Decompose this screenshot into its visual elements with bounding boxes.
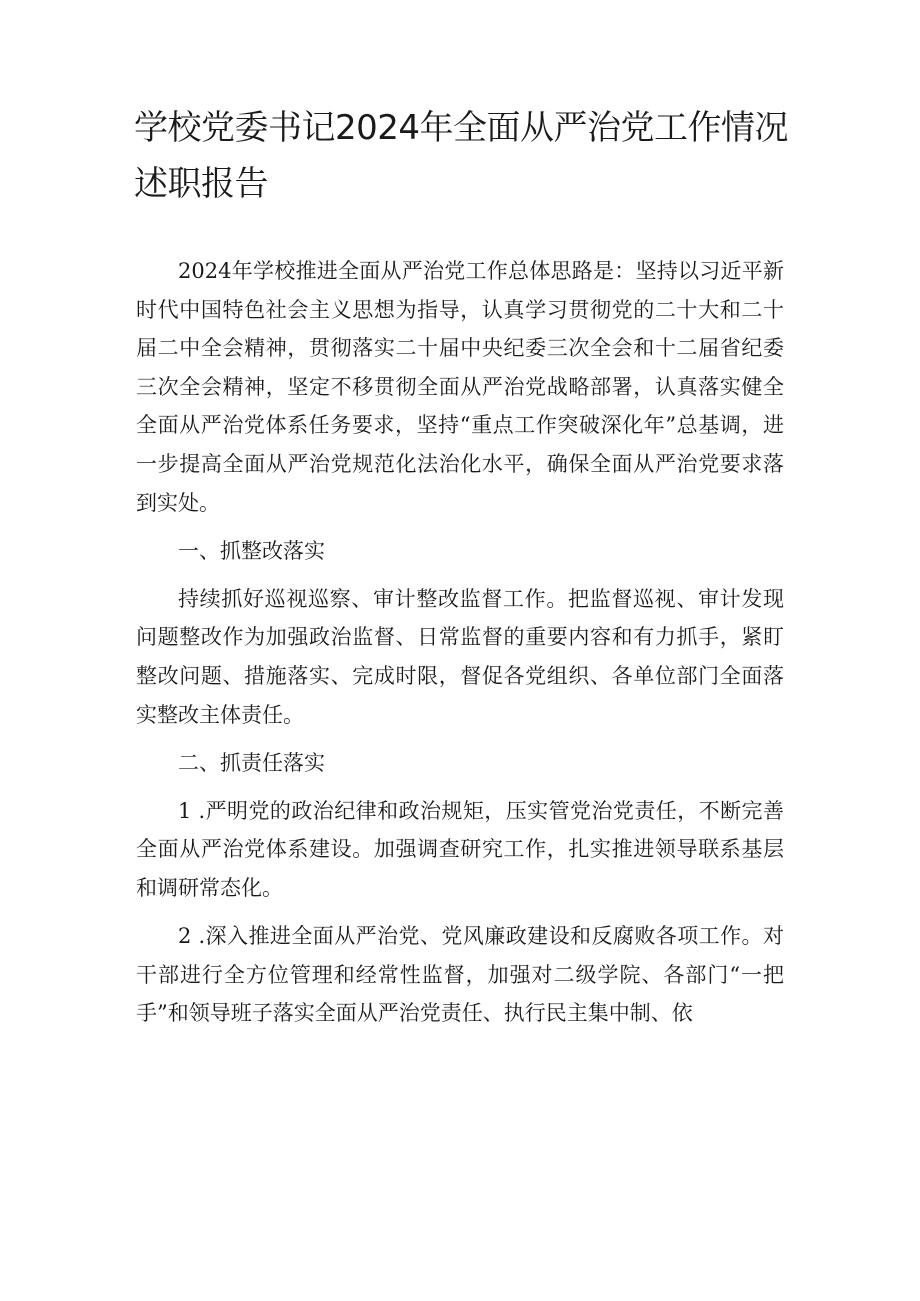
document-body [136,252,784,1042]
intro-paragraph: 2024年学校推进全面从严治党工作总体思路是：坚持以习近平新时代中国特色社会主义思想为指导，认真学习贯彻党的二十大和二十届二中全会精神，贯彻落实二十届中央纪委三次全会和十二届省纪委三次全会精神，坚定不移贯彻全面从严治党战略部署，认真落实健全全面从严治党体系任务要求，坚持“重点工作突破深化年”总基调，进一步提高全面从严治党规范化法治化水平，确保全面从严治党要求落到实处。 [136,259,784,515]
document-title: 学校党委书记2024年全面从严治党工作情况述职报告 [134,108,789,204]
section-heading-rectification: 一、抓整改落实 [178,538,325,563]
section-heading-responsibility: 二、抓责任落实 [178,750,325,775]
responsibility-item-2: 2 .深入推进全面从严治党、党风廉政建设和反腐败各项工作。对干部进行全方位管理和经常性监督，加强对二级学院、各部门“一把手”和领导班子落实全面从严治党责任、执行民主集中制、依 [136,924,784,1026]
responsibility-item-1: 1 .严明党的政治纪律和政治规矩，压实管党治党责任，不断完善全面从严治党体系建设。加强调查研究工作，扎实推进领导联系基层和调研常态化。 [136,798,784,900]
rectification-paragraph: 持续抓好巡视巡察、审计整改监督工作。把监督巡视、审计发现问题整改作为加强政治监督、日常监督的重要内容和有力抓手，紧盯整改问题、措施落实、完成时限，督促各党组织、各单位部门全面落实整改主体责任。 [136,586,784,727]
